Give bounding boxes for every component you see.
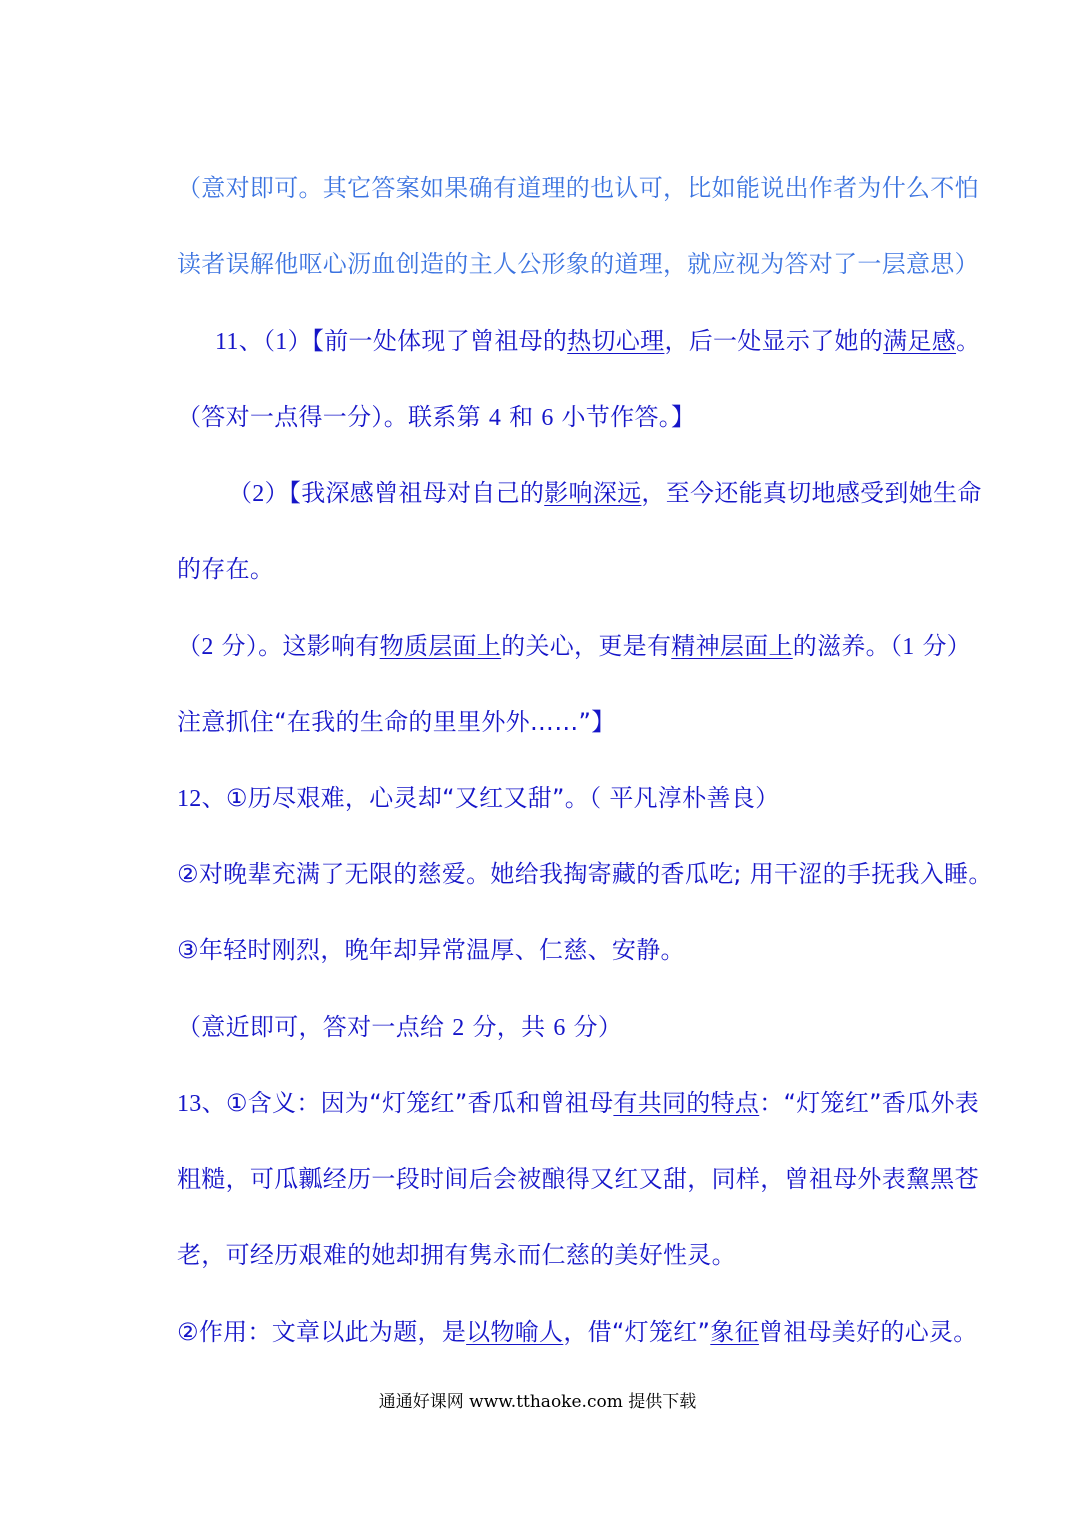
answer-text: ②对晚辈充满了无限的慈爱。她给我掏寄藏的香瓜吃; 用干涩的手抚我入睡。	[177, 860, 993, 888]
underlined-keyword: 以物喻人	[466, 1318, 564, 1346]
question-12-scoring	[177, 1007, 1005, 1047]
answer-text: 。	[956, 327, 981, 355]
answer-text: ②作用：文章以此为题，是	[177, 1318, 467, 1346]
question-11-part-2-scoring	[177, 626, 1005, 666]
question-12-point-3	[177, 930, 1005, 970]
question-number: 12、	[177, 786, 226, 812]
answer-text: 【我深感曾祖母对自己的	[288, 479, 545, 507]
answer-text: ③年轻时刚烈，晚年却异常温厚、仁慈、安静。	[177, 936, 685, 964]
question-11-part-2	[228, 473, 1005, 513]
question-number: （2）	[228, 481, 289, 507]
question-13-function	[177, 1312, 1005, 1352]
answer-text: ①含义：因为“灯笼红”香瓜和曾祖母	[225, 1089, 614, 1117]
question-13-meaning-cont-2	[177, 1235, 1005, 1275]
underlined-keyword: 满足感	[883, 327, 957, 355]
question-11-part-2-hint	[177, 702, 1005, 742]
question-11-part-1	[215, 321, 1005, 361]
underlined-keyword: 有共同的特点	[613, 1089, 760, 1117]
answer-text: 粗糙，可瓜瓤经历一段时间后会被酿得又红又甜，同样，曾祖母外表黧黑苍	[177, 1165, 979, 1193]
answer-text: 注意抓住“在我的生命的里里外外……”】	[177, 708, 616, 736]
number: 6	[553, 1015, 566, 1041]
answer-note-line-2	[177, 244, 1005, 284]
answer-text: 分）。这影响有	[213, 632, 380, 660]
answer-text: （意对即可。其它答案如果确有道理的也认可，比如能说出作者为什么不怕	[177, 174, 979, 202]
underlined-keyword: 精神层面上	[671, 632, 793, 660]
answer-text: ，后一处显示了她的	[664, 327, 884, 355]
answer-text: ①历尽艰难，心灵却“又红又甜”。（ 平凡淳朴善良）	[225, 784, 780, 812]
answer-text: 和	[501, 403, 542, 431]
answer-text: （	[177, 632, 202, 660]
question-12-point-1	[177, 778, 1005, 818]
answer-text: 读者误解他呕心沥血创造的主人公形象的道理，就应视为答对了一层意思）	[177, 250, 979, 278]
answer-note-line-1	[177, 168, 1005, 208]
underlined-keyword: 热切心理	[567, 327, 665, 355]
answer-text: 老，可经历艰难的她却拥有隽永而仁慈的美好性灵。	[177, 1241, 736, 1269]
answer-text: ，至今还能真切地感受到她生命	[641, 479, 982, 507]
answer-text: 分，共	[464, 1013, 554, 1041]
question-number: 11、（1）	[215, 329, 312, 355]
question-13-meaning-cont-1	[177, 1159, 1005, 1199]
answer-text: 【前一处体现了曾祖母的	[311, 327, 568, 355]
answer-text: 分）	[914, 632, 972, 660]
question-13-meaning	[177, 1083, 1005, 1123]
answer-text: 的滋养。（	[792, 632, 903, 660]
footer-text: 通通好课网 www.tthaoke.com 提供下载	[378, 1392, 697, 1412]
number: 2	[201, 634, 214, 660]
answer-text: 分）	[565, 1013, 623, 1041]
question-12-point-2	[177, 854, 1005, 894]
answer-text: ：“灯笼红”香瓜外表	[759, 1089, 980, 1117]
answer-text: 曾祖母美好的心灵。	[758, 1318, 978, 1346]
number: 1	[902, 634, 915, 660]
underlined-keyword: 物质层面上	[379, 632, 502, 660]
answer-text: （意近即可，答对一点给	[177, 1013, 453, 1041]
question-11-part-1-scoring	[177, 397, 1005, 437]
underlined-keyword: 影响深远	[544, 479, 642, 507]
number: 2	[452, 1015, 465, 1041]
underlined-keyword: 象征	[710, 1318, 759, 1346]
question-11-part-2-cont	[177, 549, 1005, 589]
question-number: 13、	[177, 1091, 226, 1117]
answer-text: 的存在。	[177, 555, 275, 583]
answer-text: （答对一点得一分）。联系第	[177, 403, 489, 431]
page-footer	[0, 1388, 1075, 1416]
number: 4	[488, 405, 502, 431]
answer-text: 的关心，更是有	[501, 632, 672, 660]
number: 6	[541, 405, 554, 431]
answer-text: ，借“灯笼红”	[563, 1318, 711, 1346]
answer-text: 小节作答。】	[553, 403, 696, 431]
